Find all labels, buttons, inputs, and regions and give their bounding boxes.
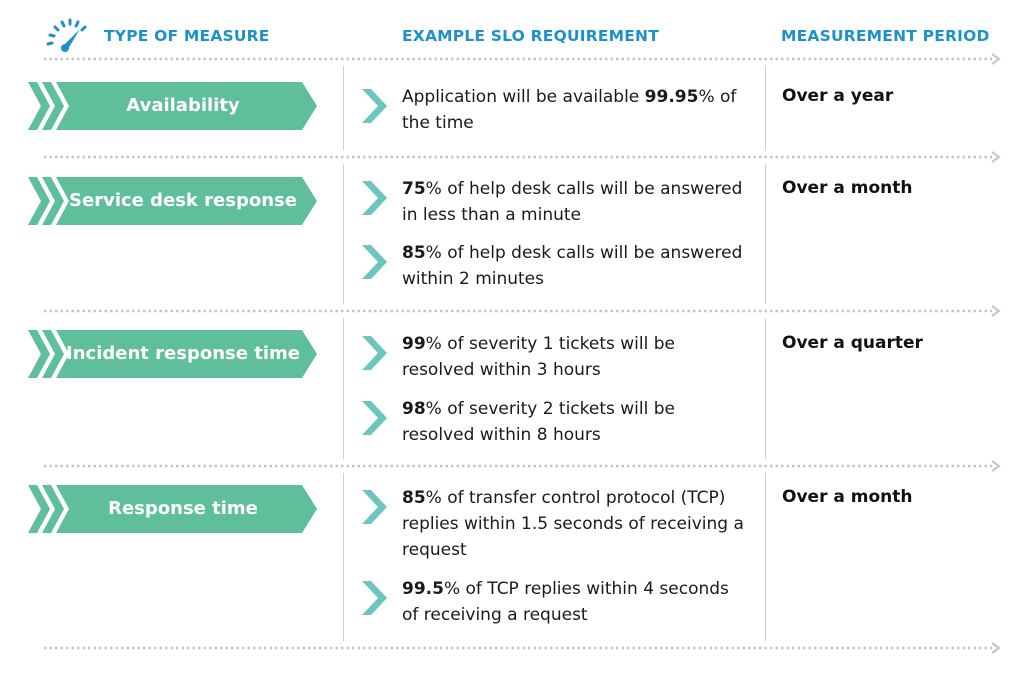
measure-label: Service desk response bbox=[69, 190, 297, 211]
measurement-period: Over a quarter bbox=[782, 333, 923, 353]
measurement-period: Over a month bbox=[782, 178, 913, 198]
row-separator bbox=[44, 53, 1004, 65]
measure-tag bbox=[28, 82, 318, 130]
chevron-right-icon bbox=[360, 578, 394, 618]
slo-requirement bbox=[360, 331, 750, 383]
chevron-right-icon bbox=[360, 333, 394, 373]
slo-requirement bbox=[360, 485, 750, 563]
speedometer-icon bbox=[44, 16, 90, 56]
requirement-value: 99 bbox=[402, 334, 426, 354]
slo-requirement bbox=[360, 240, 750, 292]
chevron-right-icon bbox=[360, 178, 394, 218]
chevron-right-icon bbox=[360, 398, 394, 438]
requirement-prefix: Application will be available bbox=[402, 87, 645, 107]
column-divider bbox=[343, 66, 344, 150]
requirement-suffix: % of the time bbox=[402, 87, 737, 133]
slo-requirement bbox=[360, 84, 750, 136]
measure-tag bbox=[28, 330, 318, 378]
requirement-suffix: % of severity 2 tickets will be resolved within 8 hours bbox=[402, 399, 676, 445]
measure-label: Incident response time bbox=[66, 343, 300, 364]
header-type-of-measure: TYPE OF MEASURE bbox=[104, 27, 270, 45]
header-example-slo: EXAMPLE SLO REQUIREMENT bbox=[402, 27, 659, 45]
slo-requirement bbox=[360, 396, 750, 448]
measurement-period: Over a year bbox=[782, 86, 894, 106]
row-separator bbox=[44, 460, 1004, 472]
measurement-period: Over a month bbox=[782, 487, 913, 507]
column-divider bbox=[765, 66, 766, 150]
requirement-value: 85 bbox=[402, 243, 426, 263]
column-divider bbox=[765, 164, 766, 304]
measure-label: Response time bbox=[108, 498, 258, 519]
column-divider bbox=[343, 473, 344, 641]
row-separator bbox=[44, 305, 1004, 317]
measure-tag bbox=[28, 485, 318, 533]
requirement-suffix: % of help desk calls will be answered in less than a minute bbox=[402, 179, 743, 225]
measure-label: Availability bbox=[126, 95, 240, 116]
slo-requirement bbox=[360, 176, 750, 228]
header-measurement-period: MEASUREMENT PERIOD bbox=[781, 27, 990, 45]
column-divider bbox=[343, 164, 344, 304]
row-separator bbox=[44, 642, 1004, 654]
requirement-value: 99.5 bbox=[402, 579, 444, 599]
requirement-suffix: % of help desk calls will be answered within 2 minutes bbox=[402, 243, 743, 289]
requirement-suffix: % of severity 1 tickets will be resolved within 3 hours bbox=[402, 334, 676, 380]
slo-requirement bbox=[360, 576, 750, 628]
measure-tag bbox=[28, 177, 318, 225]
requirement-value: 85 bbox=[402, 488, 426, 508]
column-divider bbox=[765, 473, 766, 641]
requirement-suffix: % of transfer control protocol (TCP) replies within 1.5 seconds of receiving a request bbox=[402, 488, 744, 560]
requirement-value: 75 bbox=[402, 179, 426, 199]
requirement-value: 99.95 bbox=[644, 87, 699, 107]
chevron-right-icon bbox=[360, 487, 394, 527]
requirement-value: 98 bbox=[402, 399, 426, 419]
row-separator bbox=[44, 151, 1004, 163]
column-divider bbox=[343, 318, 344, 459]
chevron-right-icon bbox=[360, 242, 394, 282]
column-divider bbox=[765, 318, 766, 459]
requirement-suffix: % of TCP replies within 4 seconds of receiving a request bbox=[402, 579, 729, 625]
chevron-right-icon bbox=[360, 86, 394, 126]
